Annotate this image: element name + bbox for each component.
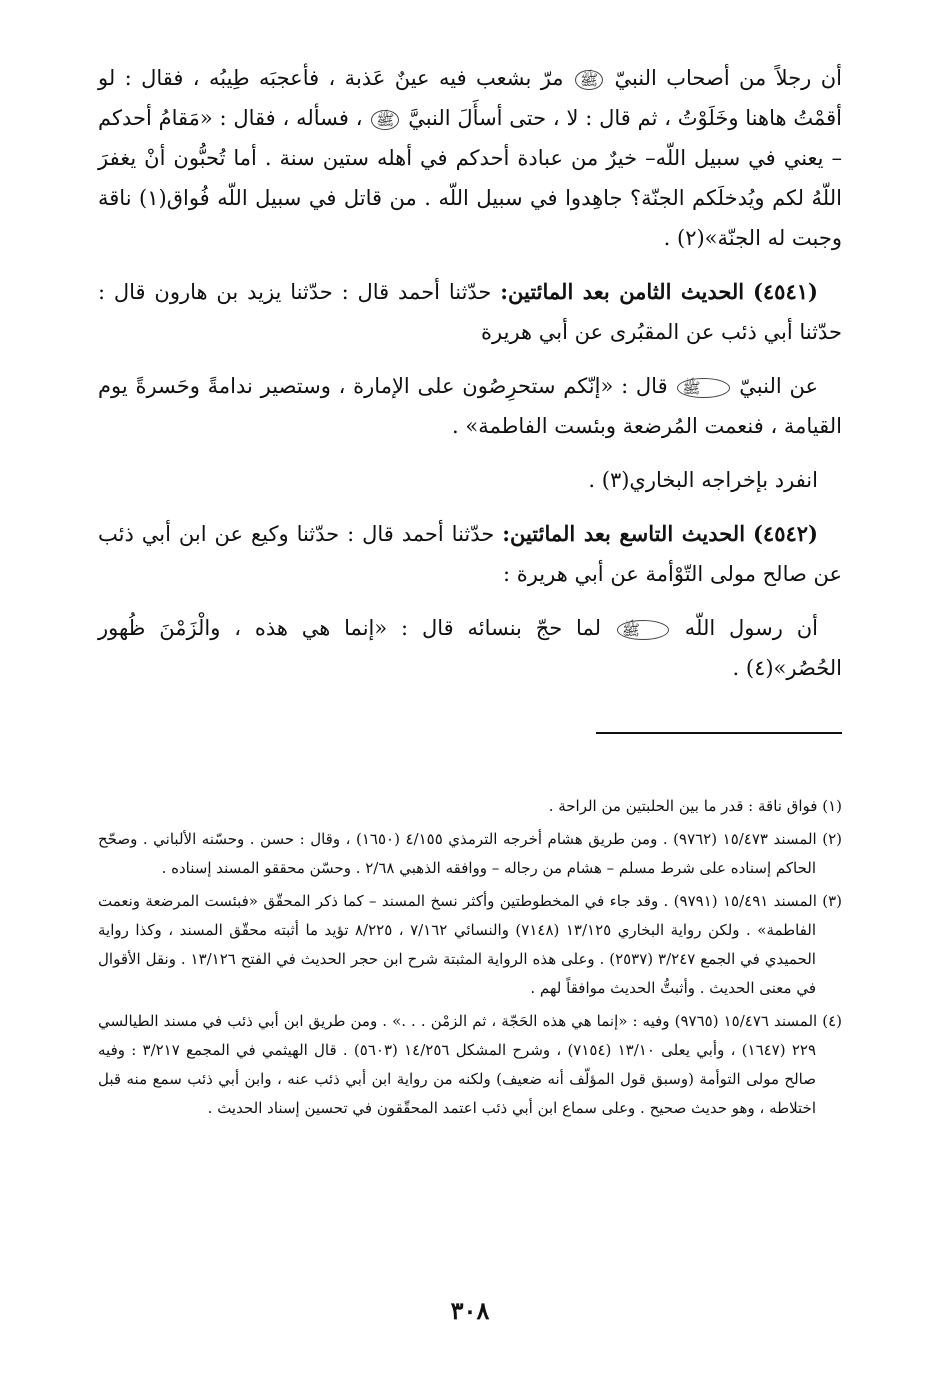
- salutation-symbol: ﷺ: [677, 378, 729, 398]
- footnote-3: (٣) المسند ١٥/٤٩١ (٩٧٩١) . وقد جاء في المخطوطتين وأكثر نسخ المسند – كما ذكر المحقّق «فبئست المرضعة ونعمت الفاطمة» . ولكن رواية البخاري ١٣/١٢٥ (٧١٤٨) والنسائي ٧/١٦٢ ، ٨/٢٢٥ تؤيد ما أثبته محقّق المسند ، وكذا رواية الحميدي في الجمع ٣/٢٤٧ (٢٥٣٧) . وعلى هذه الرواية المثبتة شرح ابن حجر الحديث في الفتح ١٣/١٢٦ . ونقل الأقوال في معنى الحديث . وأثبتُّ الحديث موافقاً لهم .: [98, 892, 842, 997]
- salutation-symbol: ﷺ: [371, 110, 399, 130]
- paragraph: [98, 366, 842, 446]
- footnote-4: (٤) المسند ١٥/٤٧٦ (٩٧٦٥) وفيه : «إنما هي هذه الحَجّة ، ثم الزمْن . . .» . ومن طريق ابن أبي ذئب في مسند الطيالسي ٢٢٩ (١٦٤٧) ، وأبي يعلى ١٣/١٠ (٧١٥٤) ، وشرح المشكل ١٤/٢٥٦ (٥٦٠٣) . قال الهيثمي في المجمع ٣/٢١٧ : وفيه صالح مولى التوأمة (وسبق قول المؤلّف أنه ضعيف) ولكنه من رواية ابن أبي ذئب عنه ، وابن أبي ذئب سمع منه قبل اختلاطه ، وهو حديث صحيح . وعلى سماع ابن أبي ذئب اعتمد المحقّقون في تحسين إسناد الحديث .: [98, 1012, 842, 1117]
- footnote-separator: [596, 732, 842, 734]
- text-segment: قال : «إنّكم ستحرِصُون على الإمارة ، وستصير ندامةً وحَسرةً يوم القيامة ، فنعمت المُرضعة وبئست الفاطمة» .: [98, 374, 842, 438]
- text-segment: مرّ بشعب فيه عينٌ عَذبة ، فأعجبَه طِيبُه ، فقال : لو أقمْتُ هاهنا وخَلَوْتُ ، ثم قال : لا ، حتى أسأَلَ النبيَّ: [98, 66, 842, 130]
- paragraph: [98, 460, 842, 500]
- footnotes: [98, 792, 842, 1127]
- paragraph: [98, 58, 842, 258]
- text-segment: أن رسول اللّه: [684, 616, 818, 640]
- text-segment: انفرد بإخراجه البخاري(٣) .: [588, 468, 818, 492]
- paragraph: [98, 608, 842, 688]
- text-segment: عن النبيّ: [739, 374, 818, 398]
- page-number: ٣٠٨: [450, 1296, 490, 1325]
- main-text: [98, 58, 842, 702]
- salutation-symbol: ﷺ: [617, 620, 669, 640]
- hadith-chain: حدّثنا أحمد قال : حدّثنا وكيع عن ابن أبي ذئب عن صالح مولى التّوْأمة عن أبي هريرة :: [98, 522, 842, 586]
- footnote-2: (٢) المسند ١٥/٤٧٣ (٩٧٦٢) . ومن طريق هشام أخرجه الترمذي ٤/١٥٥ (١٦٥٠) ، وقال : حسن . وحسّنه الألباني . وصحّح الحاكم إسناده على شرط مسلم – هشام من رجاله – ووافقه الذهبي ٢/٦٨ . وحسّن محققو المسند إسناده .: [98, 830, 842, 877]
- hadith-4542: [98, 514, 842, 594]
- hadith-chain: حدّثنا أحمد قال : حدّثنا يزيد بن هارون قال : حدّثنا أبي ذئب عن المقبُرى عن أبي هريرة: [98, 280, 842, 344]
- footnote-1: (١) فواق ناقة : قدر ما بين الحلبتين من الراحة .: [548, 797, 842, 815]
- text-segment: أن رجلاً من أصحاب النبيّ: [614, 66, 842, 90]
- hadith-4541: [98, 272, 842, 352]
- hadith-title: الحديث التاسع بعد المائتين:: [502, 521, 746, 546]
- hadith-number: (٤٥٤١): [752, 279, 818, 304]
- text-segment: لما حجّ بنسائه قال : «إنما هي هذه ، والْزَمْنَ ظُهور الحُصُر»(٤) .: [98, 616, 842, 680]
- salutation-symbol: ﷺ: [575, 70, 603, 90]
- hadith-title: الحديث الثامن بعد المائتين:: [500, 279, 745, 304]
- hadith-number: (٤٥٤٢): [752, 521, 818, 546]
- text-segment: ، فسأله ، فقال : «مَقامُ أحدكم – يعني في سبيل اللّه– خيرٌ من عبادة أحدكم في أهله ستين سنة . أما تُحبُّون أنْ يغفرَ اللّهُ لكم ويُدخلَكم الجنّة؟ جاهِدوا في سبيل اللّه . من قاتل في سبيل اللّه فُواق(١) ناقة وجبت له الجنّة»(٢) .: [98, 106, 842, 250]
